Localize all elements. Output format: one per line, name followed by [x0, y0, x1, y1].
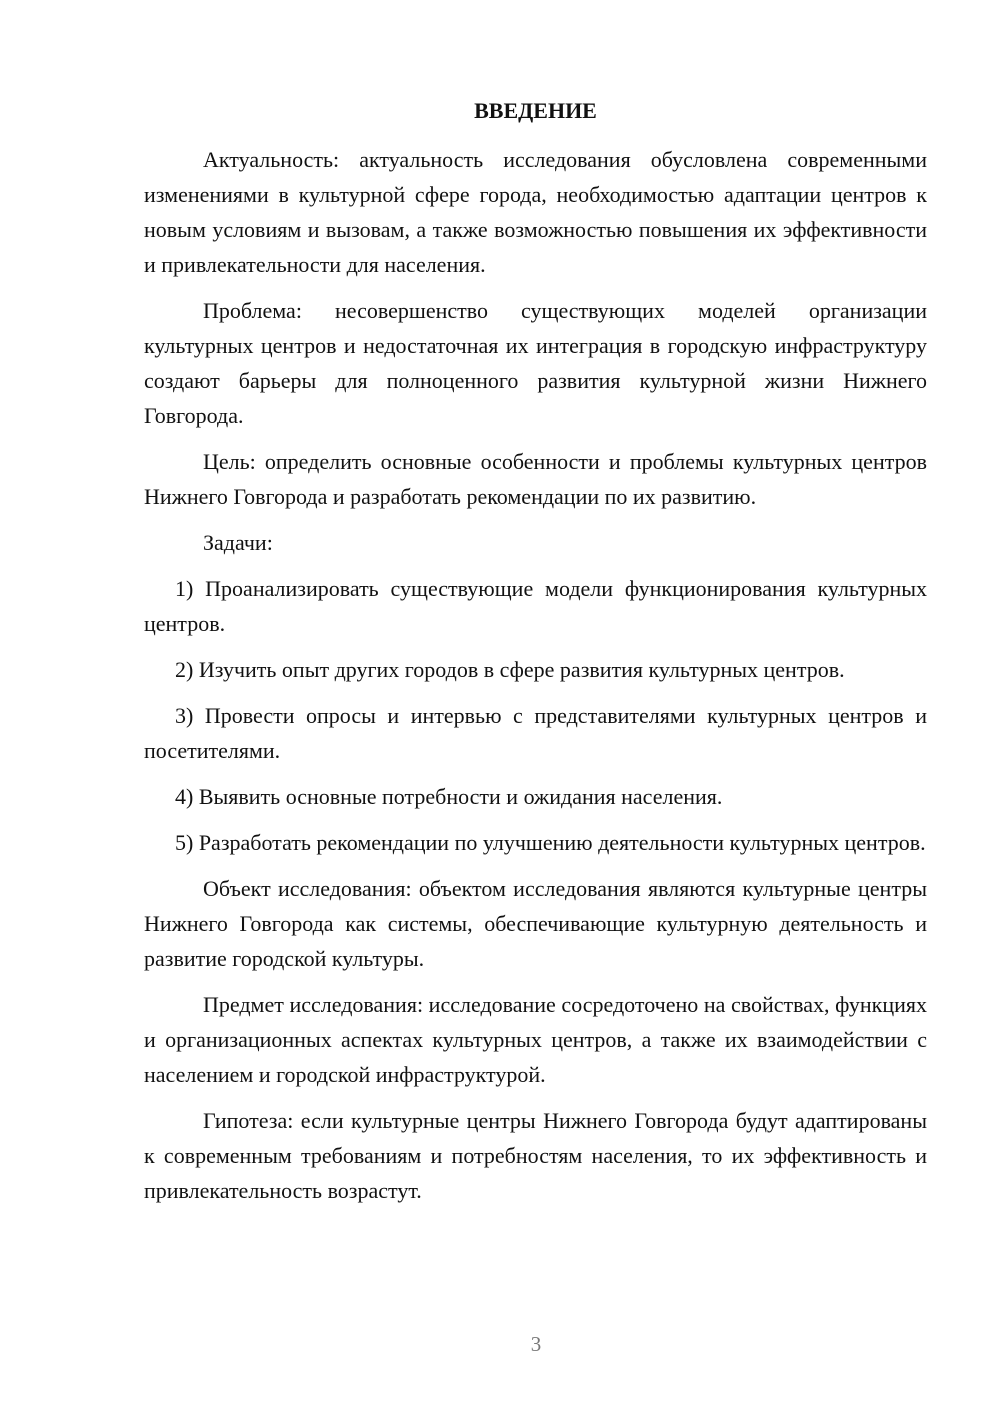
- section-title: ВВЕДЕНИЕ: [474, 98, 597, 123]
- page-number: [0, 1332, 1000, 1357]
- document-body: [144, 142, 927, 1219]
- task-item-4: 4) Выявить основные потребности и ожидания населения.: [175, 784, 723, 809]
- paragraph-tasks-heading: Задачи:: [203, 530, 273, 555]
- paragraph-subject: Предмет исследования: исследование сосредоточено на свойствах, функциях и организационных аспектах культурных центров, а также их взаимодействии с населением и городской инфраструктурой.: [144, 992, 927, 1087]
- paragraph-goal: Цель: определить основные особенности и проблемы культурных центров Нижнего Говгорода и разработать рекомендации по их развитию.: [144, 449, 927, 509]
- task-item-3: 3) Провести опросы и интервью с представителями культурных центров и посетителями.: [144, 703, 927, 763]
- paragraph-hypothesis: Гипотеза: если культурные центры Нижнего Говгорода будут адаптированы к современным требованиям и потребностям населения, то их эффективность и привлекательность возрастут.: [144, 1108, 927, 1203]
- paragraph-relevance: Актуальность: актуальность исследования обусловлена современными изменениями в культурной сфере города, необходимостью адаптации центров к новым условиям и вызовам, а также возможностью повышения их эффективности и привлекательности для населения.: [144, 147, 927, 277]
- paragraph-problem: Проблема: несовершенство существующих моделей организации культурных центров и недостаточная их интеграция в городскую инфраструктуру создают барьеры для полноценного развития культурной жизни Нижнего Говгорода.: [144, 298, 927, 428]
- page-number-text: 3: [530, 1332, 542, 1356]
- task-item-2: 2) Изучить опыт других городов в сфере развития культурных центров.: [175, 657, 845, 682]
- paragraph-object: Объект исследования: объектом исследования являются культурные центры Нижнего Говгорода как системы, обеспечивающие культурную деятельность и развитие городской культуры.: [144, 876, 927, 971]
- task-item-5: 5) Разработать рекомендации по улучшению деятельности культурных центров.: [175, 830, 926, 855]
- task-item-1: 1) Проанализировать существующие модели функционирования культурных центров.: [144, 576, 927, 636]
